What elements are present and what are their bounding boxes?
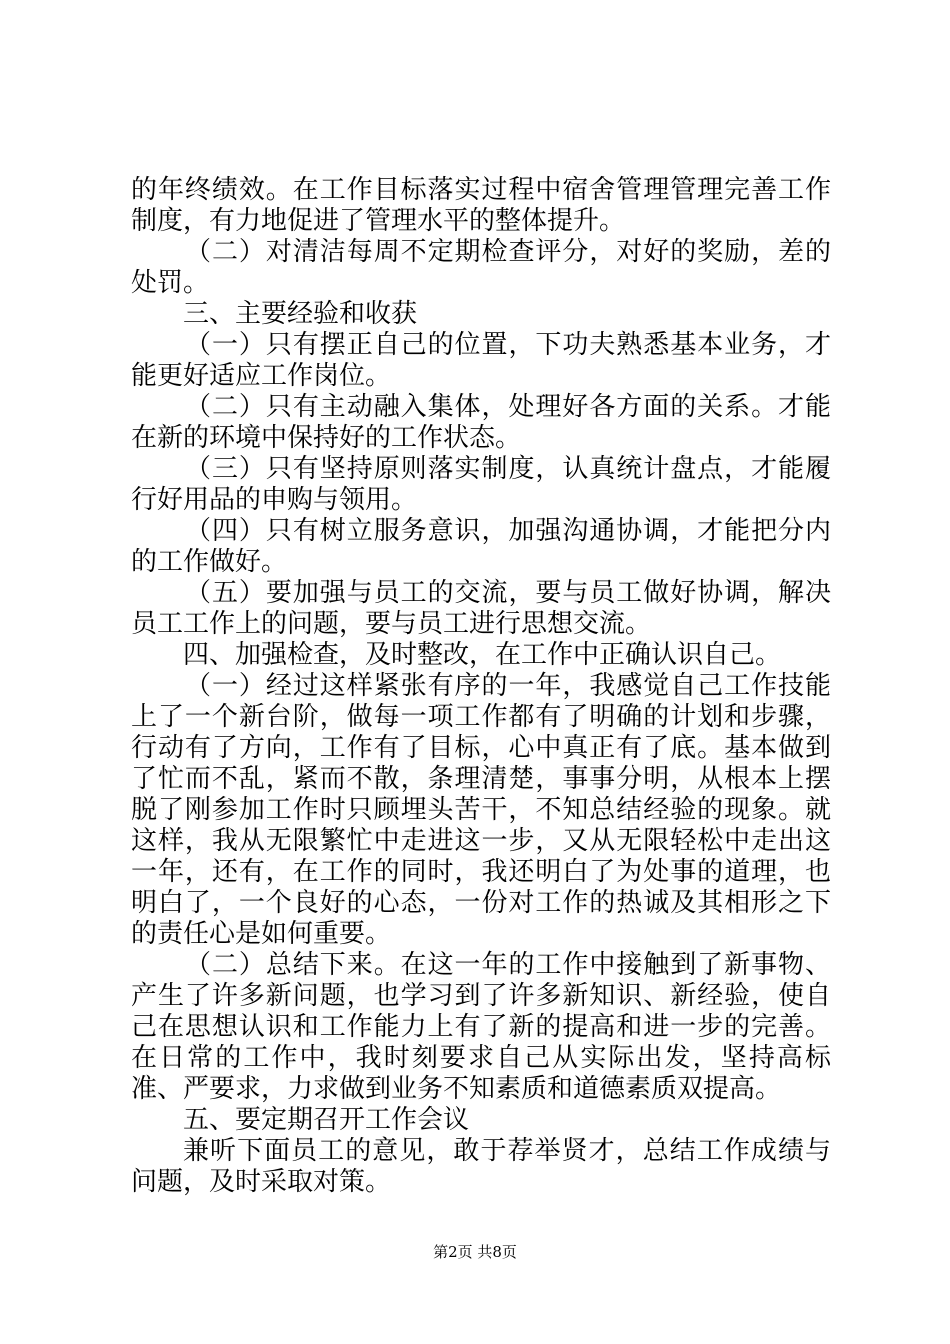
paragraph-item-4-service: （四）只有树立服务意识，加强沟通协调，才能把分内的工作做好。 bbox=[131, 516, 831, 577]
paragraph-item-2-cleaning: （二）对清洁每周不定期检查评分，对好的奖励，差的处罚。 bbox=[131, 237, 831, 298]
paragraph-continuation: 的年终绩效。在工作目标落实过程中宿舍管理管理完善工作制度，有力地促进了管理水平的整体提升。 bbox=[131, 175, 831, 236]
paragraph-item-3-principle: （三）只有坚持原则落实制度，认真统计盘点，才能履行好用品的申购与领用。 bbox=[131, 454, 831, 515]
paragraph-item-2-collective: （二）只有主动融入集体，处理好各方面的关系。才能在新的环境中保持好的工作状态。 bbox=[131, 392, 831, 453]
section-heading-5: 五、要定期召开工作会议 bbox=[183, 1105, 470, 1135]
paragraph-item-1-experience: （一）经过这样紧张有序的一年，我感觉自己工作技能上了一个新台阶，做每一项工作都有了明确的计划和步骤，行动有了方向，工作有了目标，心中真正有了底。基本做到了忙而不乱，紧而不散，条理清楚，事事分明，从根本上摆脱了刚参加工作时只顾埋头苦干，不知总结经验的现象。就这样，我从无限繁忙中走进这一步，又从无限轻松中走出这一年，还有，在工作的同时，我还明白了为处事的道理，也明白了，一个良好的心态，一份对工作的热诚及其相形之下的责任心是如何重要。 bbox=[131, 671, 831, 949]
page-number-label: 第2页 共8页 bbox=[433, 1243, 517, 1261]
document-body bbox=[131, 175, 831, 1198]
paragraph-meetings: 兼听下面员工的意见，敢于荐举贤才，总结工作成绩与问题，及时采取对策。 bbox=[131, 1136, 831, 1197]
page-footer bbox=[0, 1243, 950, 1261]
paragraph-item-1-position: （一）只有摆正自己的位置，下功夫熟悉基本业务，才能更好适应工作岗位。 bbox=[131, 330, 831, 391]
paragraph-item-2-summary: （二）总结下来。在这一年的工作中接触到了新事物、产生了许多新问题，也学习到了许多新知识、新经验，使自己在思想认识和工作能力上有了新的提高和进一步的完善。在日常的工作中，我时刻要求自己从实际出发，坚持高标准、严要求，力求做到业务不知素质和道德素质双提高。 bbox=[131, 950, 831, 1104]
section-heading-3: 三、主要经验和收获 bbox=[183, 299, 418, 329]
paragraph-item-5-communication: （五）要加强与员工的交流，要与员工做好协调，解决员工工作上的问题，要与员工进行思想交流。 bbox=[131, 578, 831, 639]
section-heading-4: 四、加强检查，及时整改，在工作中正确认识自己。 bbox=[183, 640, 782, 670]
